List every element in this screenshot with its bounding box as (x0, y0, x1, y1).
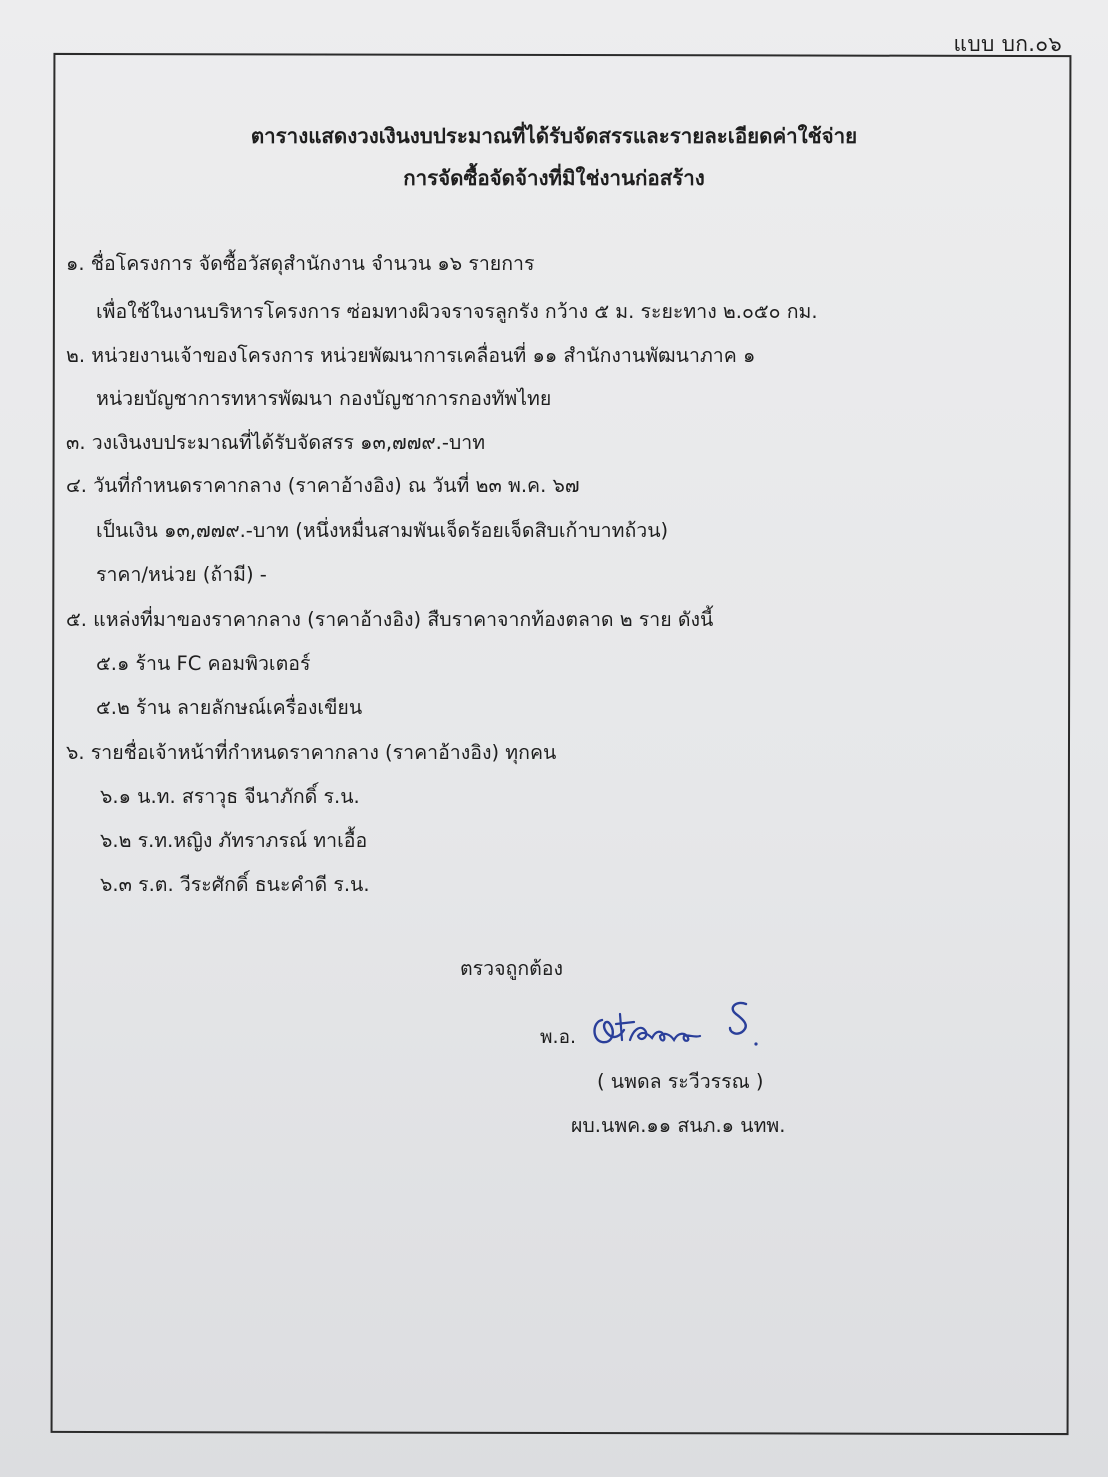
document-title-line1: ตารางแสดงวงเงินงบประมาณที่ได้รับจัดสรรและรายละเอียดค่าใช้จ่าย (250, 124, 858, 148)
verification-label: ตรวจถูกต้อง (460, 957, 564, 980)
signer-name: ( นพดล ระวีวรรณ ) (597, 1070, 764, 1093)
item-4-reference-date: ๔. วันที่กำหนดราคากลาง (ราคาอ้างอิง) ณ วันที่ ๒๓ พ.ค. ๖๗ (66, 474, 580, 497)
item-2-owner-unit: ๒. หน่วยงานเจ้าของโครงการ หน่วยพัฒนาการเคลื่อนที่ ๑๑ สำนักงานพัฒนาภาค ๑ (66, 344, 756, 367)
item-6-officers: ๖. รายชื่อเจ้าหน้าที่กำหนดราคากลาง (ราคาอ้างอิง) ทุกคน (66, 741, 557, 764)
item-6-2-officer: ๖.๒ ร.ท.หญิง ภัทราภรณ์ ทาเอื้อ (100, 829, 368, 852)
item-6-1-officer: ๖.๑ น.ท. สราวุธ จีนาภักดิ์ ร.น. (100, 785, 360, 808)
item-6-3-officer: ๖.๓ ร.ต. วีระศักดิ์ ธนะคำดี ร.น. (100, 873, 370, 896)
item-2-owner-command: หน่วยบัญชาการทหารพัฒนา กองบัญชาการกองทัพไทย (96, 387, 552, 410)
item-1-project-purpose: เพื่อใช้ในงานบริหารโครงการ ซ่อมทางผิวจราจรลูกรัง กว้าง ๕ ม. ระยะทาง ๒.๐๕๐ กม. (96, 300, 818, 323)
item-5-1-shop: ๕.๑ ร้าน FC คอมพิวเตอร์ (96, 652, 311, 675)
handwritten-signature (590, 1000, 765, 1055)
item-4-amount: เป็นเงิน ๑๓,๗๗๙.-บาท (หนึ่งหมื่นสามพันเจ็ดร้อยเจ็ดสิบเก้าบาทถ้วน) (96, 519, 669, 542)
signer-position: ผบ.นพค.๑๑ สนภ.๑ นทพ. (571, 1114, 786, 1137)
item-1-project-name: ๑. ชื่อโครงการ จัดซื้อวัสดุสำนักงาน จำนวน ๑๖ รายการ (66, 252, 535, 275)
item-5-2-shop: ๕.๒ ร้าน ลายลักษณ์เครื่องเขียน (96, 696, 363, 719)
item-4-unit-price: ราคา/หน่วย (ถ้ามี) - (96, 563, 267, 586)
signer-rank: พ.อ. (540, 1026, 577, 1048)
document-title-line2: การจัดซื้อจัดจ้างที่มิใช่งานก่อสร้าง (403, 166, 705, 190)
form-code: แบบ บก.๐๖ (953, 32, 1062, 56)
item-3-budget: ๓. วงเงินงบประมาณที่ได้รับจัดสรร ๑๓,๗๗๙.-บาท (66, 431, 486, 454)
item-5-price-source: ๕. แหล่งที่มาของราคากลาง (ราคาอ้างอิง) สืบราคาจากท้องตลาด ๒ ราย ดังนี้ (66, 608, 714, 631)
